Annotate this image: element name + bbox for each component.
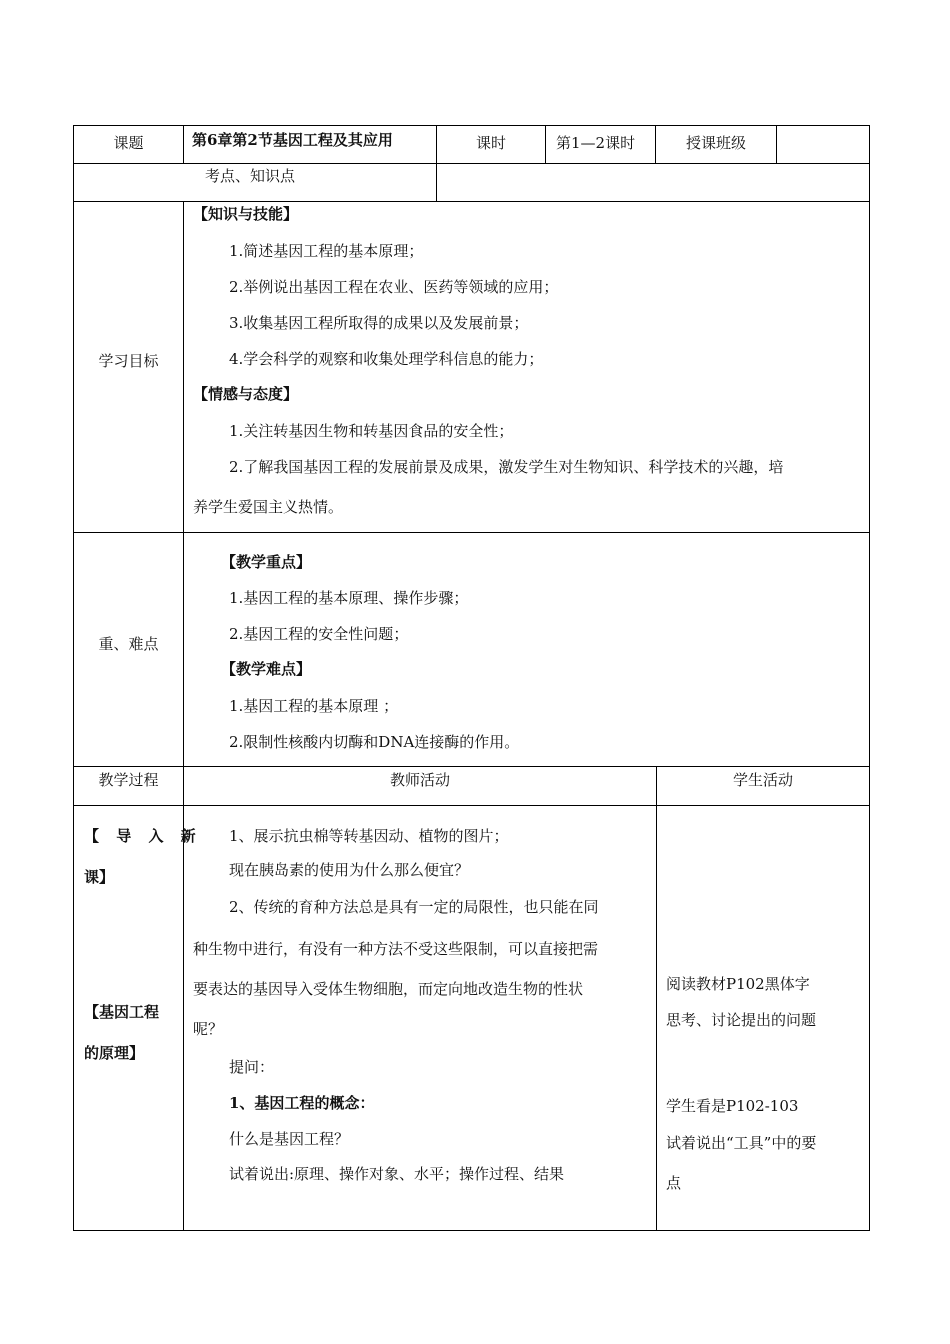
teacher-activity-line: 要表达的基因导入受体生物细胞，而定向地改造生物的性状 xyxy=(193,980,584,998)
difficulty-heading: 【教学难点】 xyxy=(221,660,312,678)
topic-label: 课题 xyxy=(113,134,144,152)
process-column-header: 教学过程 xyxy=(98,771,159,789)
emotion-item: 养学生爱国主义热情。 xyxy=(193,498,344,516)
teacher-activity-line: 提问： xyxy=(229,1058,275,1076)
stage-label: 课】 xyxy=(84,868,115,886)
student-activity-line: 试着说出“工具”中的要 xyxy=(666,1134,817,1152)
stage-label: 【基因工程 xyxy=(84,1003,160,1021)
teacher-activity-line: 1、展示抗虫棉等转基因动、植物的图片； xyxy=(229,827,509,845)
stage-label: 【 导 入 新 xyxy=(84,827,202,845)
teacher-activity-line: 2、传统的育种方法总是具有一定的局限性，也只能在同 xyxy=(229,898,599,916)
student-activity-line: 思考、讨论提出的问题 xyxy=(666,1011,817,1029)
stage-label: 的原理】 xyxy=(84,1044,145,1062)
emotion-item: 1.关注转基因生物和转基因食品的安全性； xyxy=(229,422,514,440)
focus-item: 2.基因工程的安全性问题； xyxy=(229,625,409,643)
emotion-heading: 【情感与态度】 xyxy=(193,385,299,403)
focus-heading: 【教学重点】 xyxy=(221,553,312,571)
student-activity-line: 阅读教材P102黑体字 xyxy=(666,975,810,993)
key-points-label: 重、难点 xyxy=(98,635,159,653)
teacher-activity-line: 试着说出:原理、操作对象、水平；操作过程、结果 xyxy=(229,1165,565,1183)
student-activity-line: 点 xyxy=(666,1174,682,1192)
focus-item: 1.基因工程的基本原理、操作步骤； xyxy=(229,589,469,607)
teacher-activity-line: 什么是基因工程？ xyxy=(229,1130,350,1148)
teacher-activity-line: 1、基因工程的概念： xyxy=(229,1094,375,1112)
exam-points-label: 考点、知识点 xyxy=(205,167,296,185)
student-activity-line: 学生看是P102-103 xyxy=(666,1097,799,1115)
teacher-activity-line: 种生物中进行，有没有一种方法不受这些限制，可以直接把需 xyxy=(193,940,599,958)
student-column-header: 学生活动 xyxy=(732,771,793,789)
knowledge-item: 4.学会科学的观察和收集处理学科信息的能力； xyxy=(229,350,544,368)
class-label: 授课班级 xyxy=(685,134,746,152)
objectives-label: 学习目标 xyxy=(98,352,159,370)
teacher-activity-line: 呢？ xyxy=(193,1020,224,1038)
knowledge-item: 2.举例说出基因工程在农业、医药等领域的应用； xyxy=(229,278,559,296)
hours-value: 第1—2课时 xyxy=(556,134,636,152)
topic-title: 第6章第2节基因工程及其应用 xyxy=(192,131,393,149)
teacher-activity-line: 现在胰岛素的使用为什么那么便宜？ xyxy=(229,861,470,879)
knowledge-item: 1.简述基因工程的基本原理； xyxy=(229,242,424,260)
teacher-column-header: 教师活动 xyxy=(389,771,450,789)
difficulty-item: 1.基因工程的基本原理 ； xyxy=(229,697,399,715)
emotion-item: 2.了解我国基因工程的发展前景及成果，激发学生对生物知识、科学技术的兴趣，培 xyxy=(229,458,784,476)
knowledge-item: 3.收集基因工程所取得的成果以及发展前景； xyxy=(229,314,529,332)
knowledge-heading: 【知识与技能】 xyxy=(193,205,299,223)
hours-label: 课时 xyxy=(475,134,506,152)
difficulty-item: 2.限制性核酸内切酶和DNA连接酶的作用。 xyxy=(229,733,520,751)
